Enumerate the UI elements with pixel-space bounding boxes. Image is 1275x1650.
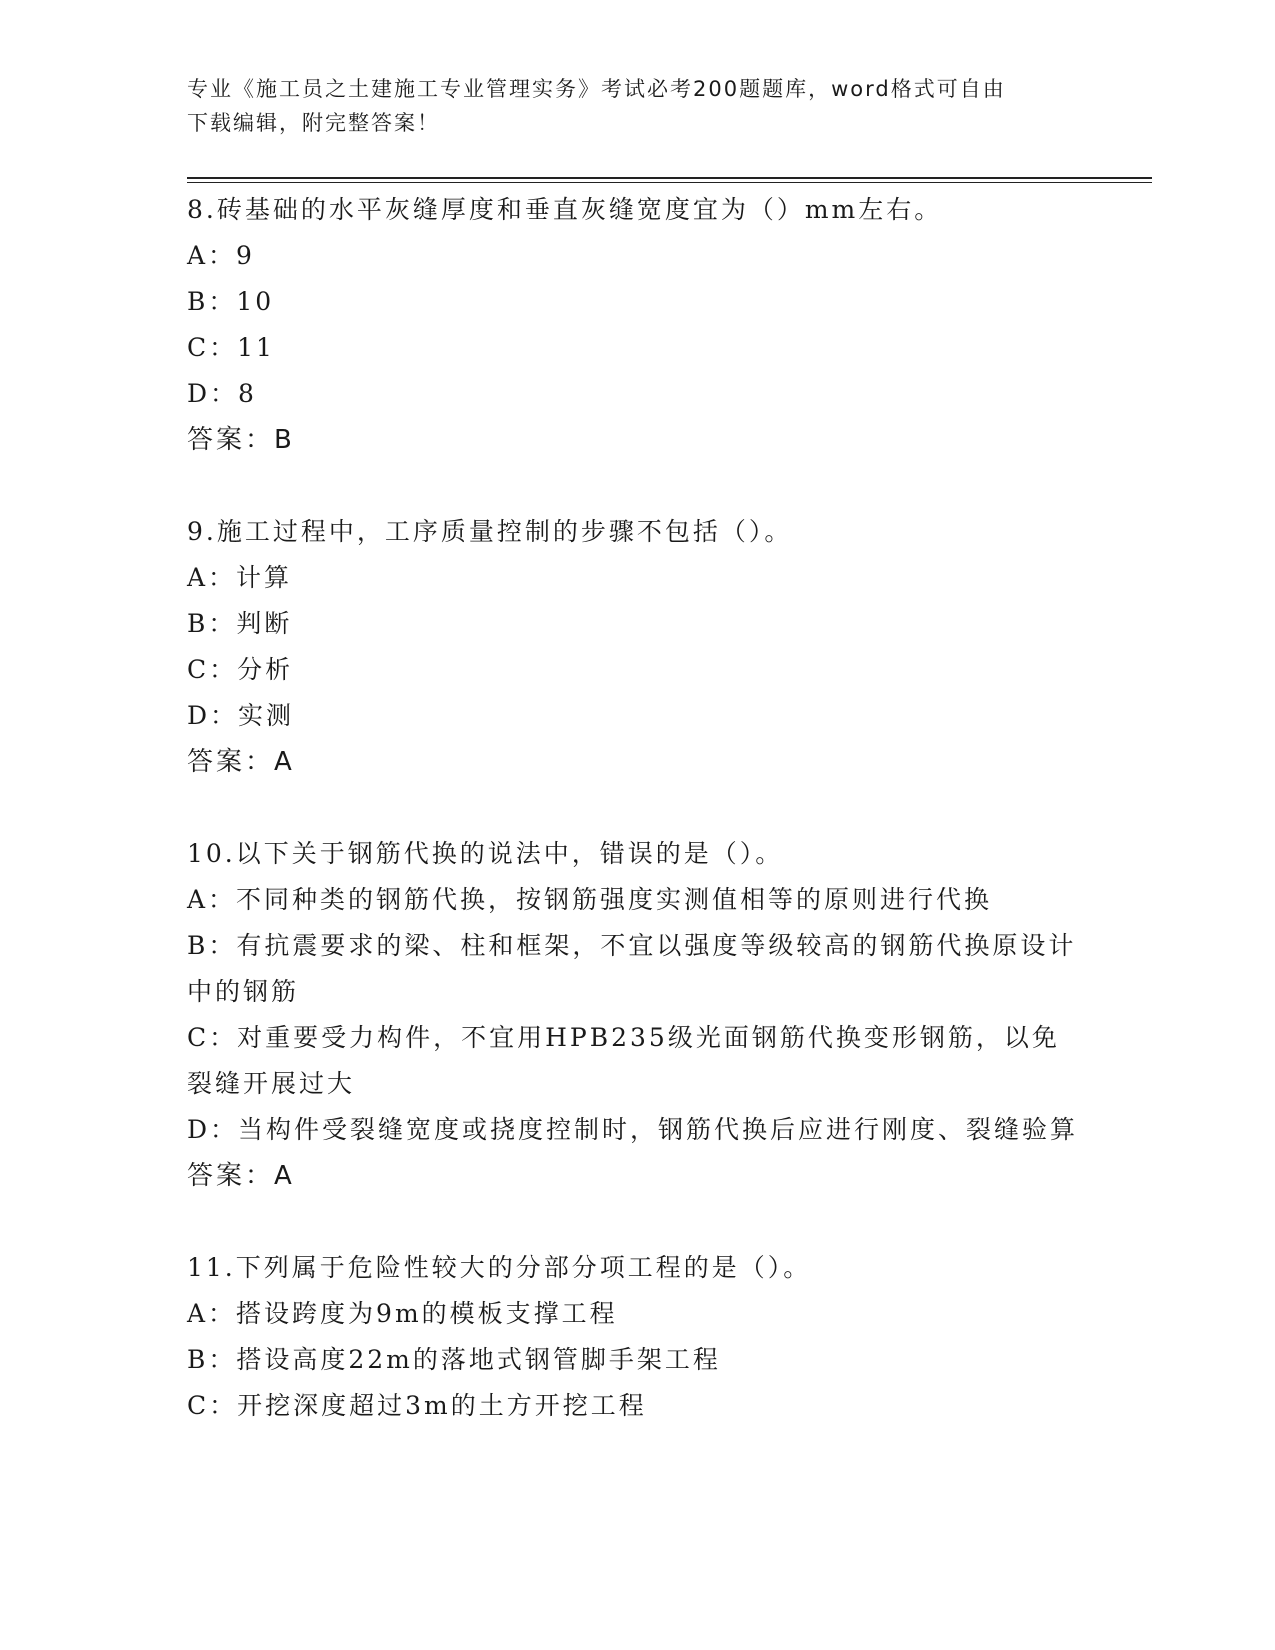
option-b: B：搭设高度22m的落地式钢管脚手架工程 — [187, 1345, 721, 1374]
header-line-2: 下载编辑，附完整答案！ — [187, 111, 440, 135]
question-list — [187, 187, 1087, 1475]
question-stem: 11.下列属于危险性较大的分部分项工程的是（）。 — [187, 1253, 812, 1282]
option-d: D：8 — [187, 379, 257, 408]
question-11 — [187, 1245, 1087, 1429]
option-a: A：搭设跨度为9m的模板支撑工程 — [187, 1299, 618, 1328]
question-10 — [187, 831, 1087, 1199]
header-line-1: 专业《施工员之土建施工专业管理实务》考试必考200题题库，word格式可自由 — [187, 77, 1006, 101]
option-d: D：实测 — [187, 701, 295, 730]
option-c: C：对重要受力构件，不宜用HPB235级光面钢筋代换变形钢筋，以免裂缝开展过大 — [187, 1023, 1060, 1098]
document-header — [187, 72, 1087, 140]
option-a: A：9 — [187, 241, 255, 270]
option-d: D：当构件受裂缝宽度或挠度控制时，钢筋代换后应进行刚度、裂缝验算 — [187, 1115, 1079, 1144]
option-b: B：10 — [187, 287, 275, 316]
question-stem: 10.以下关于钢筋代换的说法中，错误的是（）。 — [187, 839, 784, 868]
question-8 — [187, 187, 1087, 463]
header-divider-thick — [187, 177, 1152, 179]
option-c: C：开挖深度超过3m的土方开挖工程 — [187, 1391, 647, 1420]
option-c: C：分析 — [187, 655, 294, 684]
option-a: A：计算 — [187, 563, 293, 592]
header-divider-thin — [187, 182, 1152, 183]
question-stem: 9.施工过程中，工序质量控制的步骤不包括（）。 — [187, 517, 793, 546]
option-a: A：不同种类的钢筋代换，按钢筋强度实测值相等的原则进行代换 — [187, 885, 993, 914]
option-c: C：11 — [187, 333, 275, 362]
question-stem: 8.砖基础的水平灰缝厚度和垂直灰缝宽度宜为（）mm左右。 — [187, 195, 943, 224]
answer: 答案：A — [187, 1161, 295, 1191]
question-9 — [187, 509, 1087, 785]
answer: 答案：A — [187, 747, 295, 777]
option-b: B：判断 — [187, 609, 293, 638]
answer: 答案：B — [187, 425, 295, 455]
option-b: B：有抗震要求的梁、柱和框架，不宜以强度等级较高的钢筋代换原设计中的钢筋 — [187, 931, 1077, 1006]
